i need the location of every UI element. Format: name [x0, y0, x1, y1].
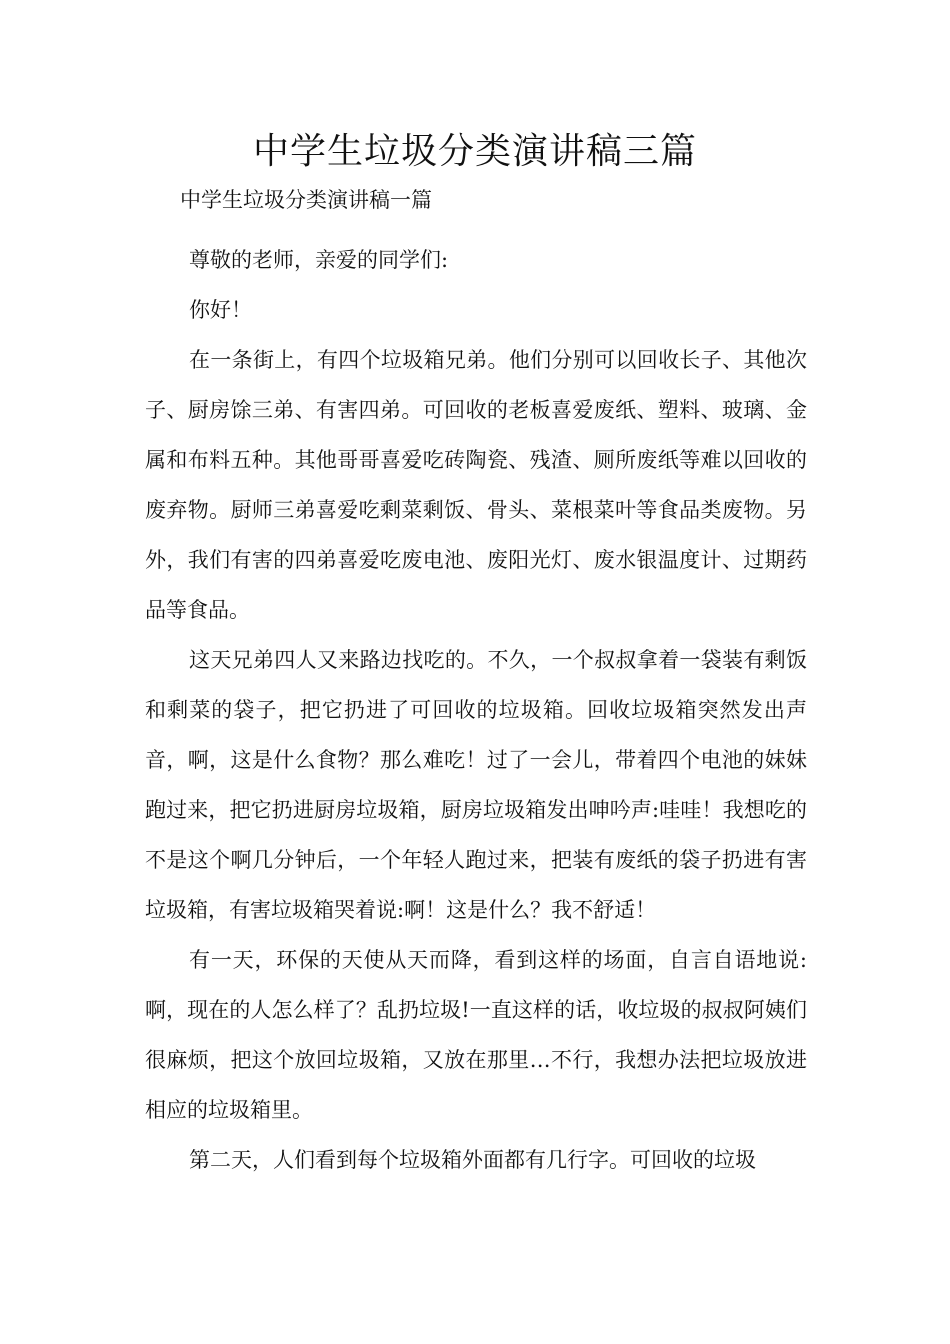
paragraph-greeting: 尊敬的老师，亲爱的同学们:: [189, 248, 449, 272]
paragraph-next-day: 第二天，人们看到每个垃圾箱外面都有几行字。可回收的垃圾: [189, 1148, 756, 1172]
paragraph-hello: 你好！: [189, 298, 252, 322]
paragraph-angel: 有一天，环保的天使从天而降，看到这样的场面，自言自语地说:啊，现在的人怎么样了？乱扔垃圾!一直这样的话，收垃圾的叔叔阿姨们很麻烦，把这个放回垃圾箱，又放在那里…不行，我想办法把垃圾放进相应的垃圾箱里。: [145, 948, 807, 1122]
document-subtitle: 中学生垃圾分类演讲稿一篇: [180, 188, 432, 212]
document-title: 中学生垃圾分类演讲稿三篇: [252, 131, 697, 172]
paragraph-story: 这天兄弟四人又来路边找吃的。不久，一个叔叔拿着一袋装有剩饭和剩菜的袋子，把它扔进了可回收的垃圾箱。回收垃圾箱突然发出声音，啊，这是什么食物？那么难吃！过了一会儿，带着四个电池的妹妹跑过来，把它扔进厨房垃圾箱，厨房垃圾箱发出呻吟声:哇哇！我想吃的不是这个啊几分钟后，一个年轻人跑过来，把装有废纸的袋子扔进有害垃圾箱，有害垃圾箱哭着说:啊！这是什么？我不舒适！: [145, 648, 807, 922]
document-body: [145, 235, 807, 1185]
paragraph-intro: 在一条街上，有四个垃圾箱兄弟。他们分别可以回收长子、其他次子、厨房馀三弟、有害四弟。可回收的老板喜爱废纸、塑料、玻璃、金属和布料五种。其他哥哥喜爱吃砖陶瓷、残渣、厕所废纸等难以回收的废弃物。厨师三弟喜爱吃剩菜剩饭、骨头、菜根菜叶等食品类废物。另外，我们有害的四弟喜爱吃废电池、废阳光灯、废水银温度计、过期药品等食品。: [145, 348, 807, 622]
